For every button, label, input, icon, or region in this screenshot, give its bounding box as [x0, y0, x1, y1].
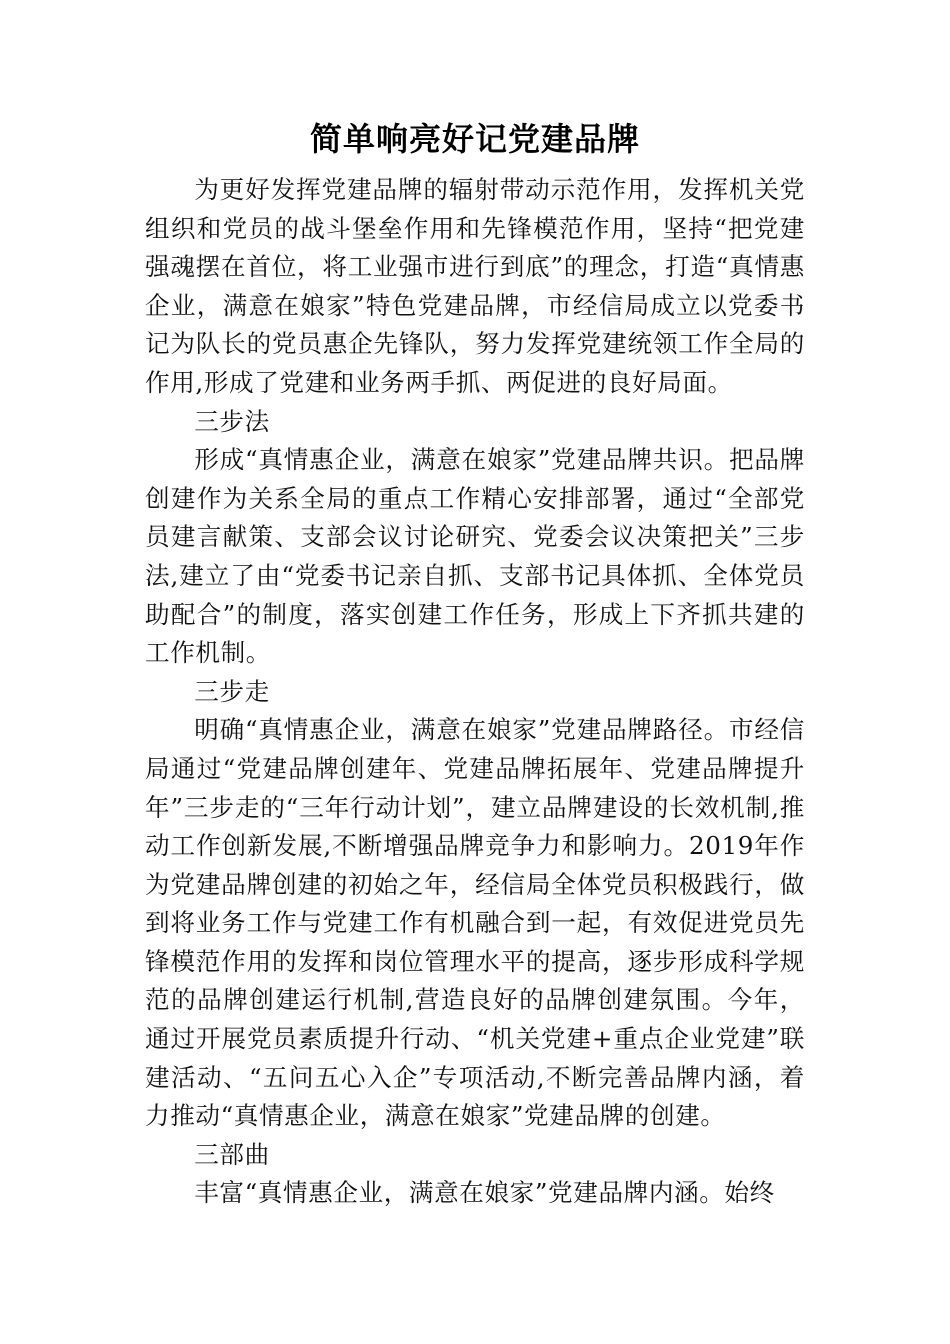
document-body	[145, 171, 805, 1213]
section-heading-sanbuzou: 三步走	[194, 676, 270, 706]
sanbufa-paragraph: 形成“真情惠企业，满意在娘家”党建品牌共识。把品牌创建作为关系全局的重点工作精心安排部署，通过“全部党员建言献策、支部会议讨论研究、党委会议决策把关”三步法,建立了由“党委书记亲自抓、支部书记具体抓、全体党员助配合”的制度，落实创建工作任务，形成上下齐抓共建的工作机制。	[145, 445, 805, 668]
section-heading-sanbuqu: 三部曲	[194, 1139, 270, 1169]
section-heading-sanbufa: 三步法	[194, 406, 270, 436]
sanbuqu-paragraph: 丰富“真情惠企业，满意在娘家”党建品牌内涵。始终	[194, 1178, 775, 1208]
intro-paragraph: 为更好发挥党建品牌的辐射带动示范作用，发挥机关党组织和党员的战斗堡垒作用和先锋模范作用，坚持“把党建强魂摆在首位，将工业强市进行到底”的理念，打造“真情惠企业，满意在娘家”特色党建品牌，市经信局成立以党委书记为队长的党员惠企先锋队，努力发挥党建统领工作全局的作用,形成了党建和业务两手抓、两促进的良好局面。	[145, 175, 805, 397]
sanbuzou-paragraph: 明确“真情惠企业，满意在娘家”党建品牌路径。市经信局通过“党建品牌创建年、党建品牌拓展年、党建品牌提升年”三步走的“三年行动计划”，建立品牌建设的长效机制,推动工作创新发展,不断增强品牌竞争力和影响力。2019年作为党建品牌创建的初始之年，经信局全体党员积极践行，做到将业务工作与党建工作有机融合到一起，有效促进党员先锋模范作用的发挥和岗位管理水平的提高，逐步形成科学规范的品牌创建运行机制,营造良好的品牌创建氛围。今年，通过开展党员素质提升行动、“机关党建+重点企业党建”联建活动、“五问五心入企”专项活动,不断完善品牌内涵，着力推动“真情惠企业，满意在娘家”党建品牌的创建。	[145, 715, 805, 1131]
document-title: 简单响亮好记党建品牌	[309, 120, 640, 158]
